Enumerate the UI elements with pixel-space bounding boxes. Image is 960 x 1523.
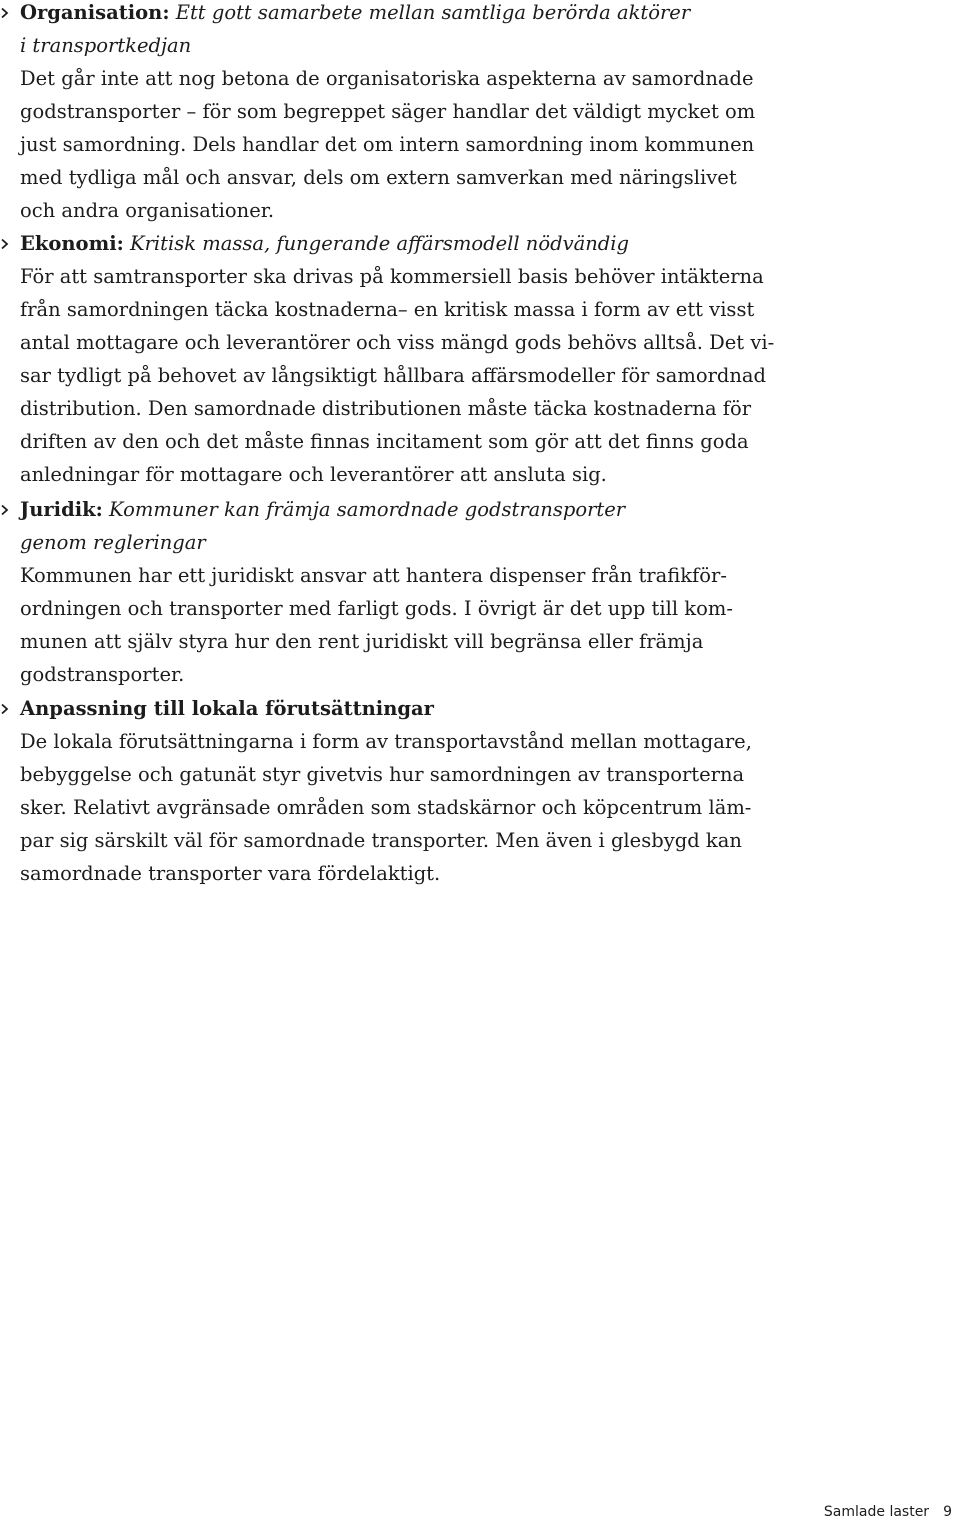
section-organisation [0, 0, 846, 227]
chevron-right-icon [0, 692, 12, 725]
body-text-line: par sig särskilt väl för samordnade transporter. Men även i glesbygd kan [20, 829, 742, 852]
section-label: Ekonomi: [20, 232, 124, 255]
section-heading [20, 227, 846, 260]
chevron-right-icon [0, 0, 12, 29]
section-heading [20, 692, 846, 725]
body-text-line: antal mottagare och leverantörer och viss mängd gods behövs alltså. Det vi- [20, 331, 775, 354]
section-label: Organisation: [20, 1, 170, 24]
section-anpassning [0, 692, 846, 890]
body-text-line: De lokala förutsättningarna i form av transportavstånd mellan mottagare, [20, 730, 752, 753]
body-text-line: Kommunen har ett juridiskt ansvar att hantera dispenser från trafikför- [20, 564, 727, 587]
section-subtitle-continued: i transportkedjan [20, 34, 192, 57]
body-text-line: ordningen och transporter med farligt gods. I övrigt är det upp till kom- [20, 597, 733, 620]
footer-title: Samlade laster [823, 1504, 930, 1520]
body-text-line: sar tydligt på behovet av långsiktigt hållbara affärsmodeller för samordnad [20, 364, 767, 387]
body-text-line: anledningar för mottagare och leverantörer att ansluta sig. [20, 463, 607, 486]
section-subtitle-continued: genom regleringar [20, 531, 206, 554]
body-text-line: sker. Relativt avgränsade områden som stadskärnor och köpcentrum läm- [20, 796, 752, 819]
chevron-right-icon [0, 493, 12, 526]
body-text-line: Det går inte att nog betona de organisatoriska aspekterna av samordnade [20, 67, 754, 90]
body-text-line: godstransporter. [20, 663, 185, 686]
section-label: Anpassning till lokala förutsättningar [20, 697, 434, 720]
body-text-line: munen att själv styra hur den rent juridiskt vill begränsa eller främja [20, 630, 704, 653]
section-subtitle: Ett gott samarbete mellan samtliga berörda aktörer [175, 1, 691, 24]
body-text-line: bebyggelse och gatunät styr givetvis hur samordningen av transporterna [20, 763, 745, 786]
body-text-line: driften av den och det måste finnas incitament som gör att det finns goda [20, 430, 749, 453]
body-text-line: med tydliga mål och ansvar, dels om extern samverkan med näringslivet [20, 166, 737, 189]
body-text-line: från samordningen täcka kostnaderna– en kritisk massa i form av ett visst [20, 298, 755, 321]
body-text-line: För att samtransporter ska drivas på kommersiell basis behöver intäkterna [20, 265, 764, 288]
section-heading [20, 0, 846, 29]
body-text-line: distribution. Den samordnade distributionen måste täcka kostnaderna för [20, 397, 752, 420]
section-subtitle: Kommuner kan främja samordnade godstransporter [109, 498, 626, 521]
body-text-line: och andra organisationer. [20, 199, 275, 222]
section-heading [20, 493, 846, 526]
section-juridik [0, 493, 846, 691]
page-number: 9 [943, 1504, 952, 1520]
body-text-line: samordnade transporter vara fördelaktigt. [20, 862, 441, 885]
section-subtitle: Kritisk massa, fungerande affärsmodell nödvändig [130, 232, 629, 255]
chevron-right-icon [0, 227, 12, 260]
page-footer [824, 1502, 952, 1522]
section-ekonomi [0, 227, 846, 491]
section-label: Juridik: [20, 498, 103, 521]
body-text-line: just samordning. Dels handlar det om intern samordning inom kommunen [20, 133, 755, 156]
body-text-line: godstransporter – för som begreppet säger handlar det väldigt mycket om [20, 100, 756, 123]
